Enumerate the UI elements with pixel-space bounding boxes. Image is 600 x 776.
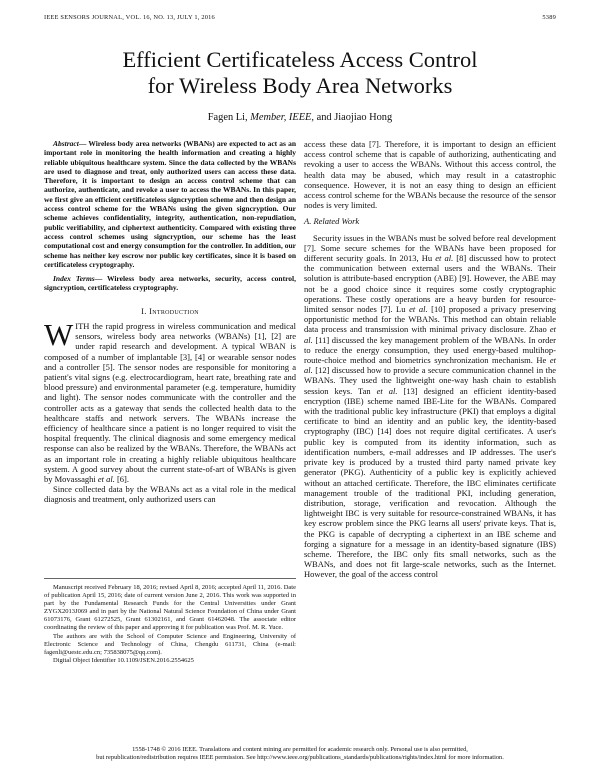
rw-etal-2: et al. [409,304,428,315]
rw-text-f: [13] designed an efficient identity-based encryption (IBE) scheme named IBE-Lite for the WBANs. Compared with the traditional public key infrastructure (PKI) that employs a digital certificate to bind an identity and an public key, the identity-based cryptography (IBC) [14] does not require digital certificates. A user's public key is computed from its identity information, such as identification numbers, e-mail addresses and IP addresses. The user's private key is produced by a trusted third party named private key generator (PKG). Authenticity of a public key is explicitly achieved without an attached certificate. Therefore, the IBC eliminates certificate management trouble of the traditional PKI, including generation, distribution, storage, verification and revocation. Although the lightweight IBC is very suitable for resource-constrained WBANs, it has key escrow problem since the PKG learns all users' private keys. That is, the PKG is capable of decrypting a ciphertext in an IBE scheme and forging a signature for a message in an identity-based signature (IBS) scheme. Therefore, the IBC only fits small networks, such as the WBANs, and does not fit large-scale networks, such as the Internet. However, the goal of the access control [304,385,557,580]
author-line [0,112,600,123]
intro-paragraph-1 [44,316,296,484]
intro-p1-etal: et al. [97,474,115,484]
rw-etal-1: et al. [435,253,454,264]
right-paragraph-1: access these data [7]. Therefore, it is important to design an efficient access control scheme that is capable of authorizing, authenticating and revoking a user to access the WBANs. Without this access control, the health data may be abused, which may result in a catastrophic consequence. However, it is not an easy thing to design an efficient access control scheme for the WBANs because the resource of the sensor nodes is very limited. [304,139,556,211]
left-column [44,139,296,505]
abstract-text: — Wireless body area networks (WBANs) are expected to act as an important role in monitoring the health information and creating a highly reliable ubiquitous healthcare system. Since the data collected by the WBANs are used to diagnose and treat, only authorized users can access these data. Therefore, it is important to design an access control scheme that can authorize, authenticate, and revoke a user to access the WBANs. In this paper, we first give an efficient certificateless signcryption scheme and then design an access control scheme for the WBANs using the given signcryption. Our scheme achieves confidentiality, integrity, authentication, non-repudiation, public verifiability, and ciphertext authenticity. Compared with existing three access control schemes using signcryption, our scheme has the least computational cost and energy consumption for the controller. In addition, our scheme has neither key escrow nor public key certificates, since it is based on certificateless cryptography. [44,139,296,269]
index-terms-label: Index Terms [53,274,95,284]
rw-text-e: [12] discussed how to provide a secure communication channel in the WBANs. They used the lightweight one-way hash chain to establish session keys. Tan [304,365,556,396]
copyright-line-2: but republication/redistribution requires IEEE permission. See http://www.ieee.org/publications_standards/publications/rights/index.html for more information. [96,754,504,762]
rw-etal-3: et al. [304,324,556,345]
intro-p1-text: ITH the rapid progress in wireless communication and medical sensors, wireless body area networks (WBANs) [1], [2] are under rapid research and development. A typical WBAN is composed of a number of implantable [3], [4] or wearable sensor nodes and a controller [5]. The sensor nodes are responsible for monitoring a patient's vital signs (e.g. electrocardiogram, heart rate, breathing rate and blood pressure) and environmental parameter (e.g. temperature, humidity and light). The sensor nodes communicate with the controller and the controller acts as a gateway that sends the collected health data to the healthcare staffs and network servers. The WBANs increase the efficiency of healthcare since a patient is no longer required to visit the hospital frequently. The clinical diagnosis and some emergency medical response can also be realized by the WBANs. Therefore, the WBANs act as an important role in creating a highly reliable ubiquitous healthcare system. A good survey about the current state-of-art of WBANs is given by Movassaghi [44,320,296,484]
page-number: 5389 [542,14,556,21]
footnote-affiliation: The authors are with the School of Computer Science and Engineering, University of Electronic Science and Technology of China, Chengdu 611731, China (e-mail: fagenli@uestc.edu.cn; 735838075@qq.com). [44,632,296,656]
title-line-2: for Wireless Body Area Networks [147,73,453,98]
abstract-label: Abstract [53,139,79,148]
right-column [304,139,556,580]
index-terms [44,274,296,293]
rw-text-b: [8] discussed how to protect the communication between external users and the WBANs. Their solution is attribute-based encryption (ABE) [9]. However, the ABE may not be a good choice since it requires some costly cryptographic operations. These costly operations are a heavy burden for resource-limited sensor nodes [7]. Lu [304,253,556,315]
author-1: Fagen Li, [207,112,248,123]
rw-text-c: [10] proposed a privacy preserving opportunistic method for the WBANs. This method can obtain reliable data process and transmission with minimal privacy disclosure. Zhao [304,304,557,335]
rw-text-d: [11] discussed the key management problem of the WBANs. In order to reduce the energy consumption, they used energy-based multihop-route-choice method and biometrics synchronization mechanism. He [304,334,556,366]
footnote-doi: Digital Object Identifier 10.1109/JSEN.2016.2554625 [53,656,194,664]
paper-title [0,47,600,99]
abstract [44,139,296,269]
rw-text-a: Security issues in the WBANs must be solved before real development [7]. Some secure schemes for the WBANs have been proposed for different security goals. In 2013, Hu [304,232,556,264]
subsection-heading-related-work: A. Related Work [304,216,360,227]
footnotes [44,578,296,665]
footnote-manuscript: Manuscript received February 18, 2016; revised April 8, 2016; accepted April 11, 2016. Date of publication April 15, 2016; date of current version June 2, 2016. This work was supported in part by the Fundamental Research Funds for the Central Universities under Grant ZYGX2013J069 and in part by the National Natural Science Foundation of China under Grant 61073176, Grant 61272525, Grant 61302161, and Grant 61462048. The associate editor coordinating the review of this paper and approving it for publication was Prof. M. R. Yuce. [44,584,296,632]
drop-cap: W [44,316,74,352]
title-line-1: Efficient Certificateless Access Control [122,47,478,72]
author-1-membership: Member, IEEE, [250,112,314,123]
copyright-notice [0,746,600,762]
related-work-paragraph [304,233,556,580]
rw-etal-5: et al. [376,385,398,396]
rw-etal-4: et al. [304,355,556,376]
copyright-line-1: 1558-1748 © 2016 IEEE. Translations and content mining are permitted for academic research only. Personal use is also permitted, [132,746,468,753]
running-header [44,14,556,24]
journal-header: IEEE SENSORS JOURNAL, VOL. 16, NO. 13, JULY 1, 2016 [44,14,215,21]
author-2: and Jiaojiao Hong [316,112,393,123]
section-heading-introduction: I. Introduction [141,305,199,316]
intro-paragraph-2: Since collected data by the WBANs act as a vital role in the medical diagnosis and treatment, only authorized users can [44,484,296,505]
intro-p1-end: [6]. [114,474,130,484]
index-terms-text: — Wireless body area networks, security, access control, signcryption, certificateless cryptography. [44,274,297,293]
